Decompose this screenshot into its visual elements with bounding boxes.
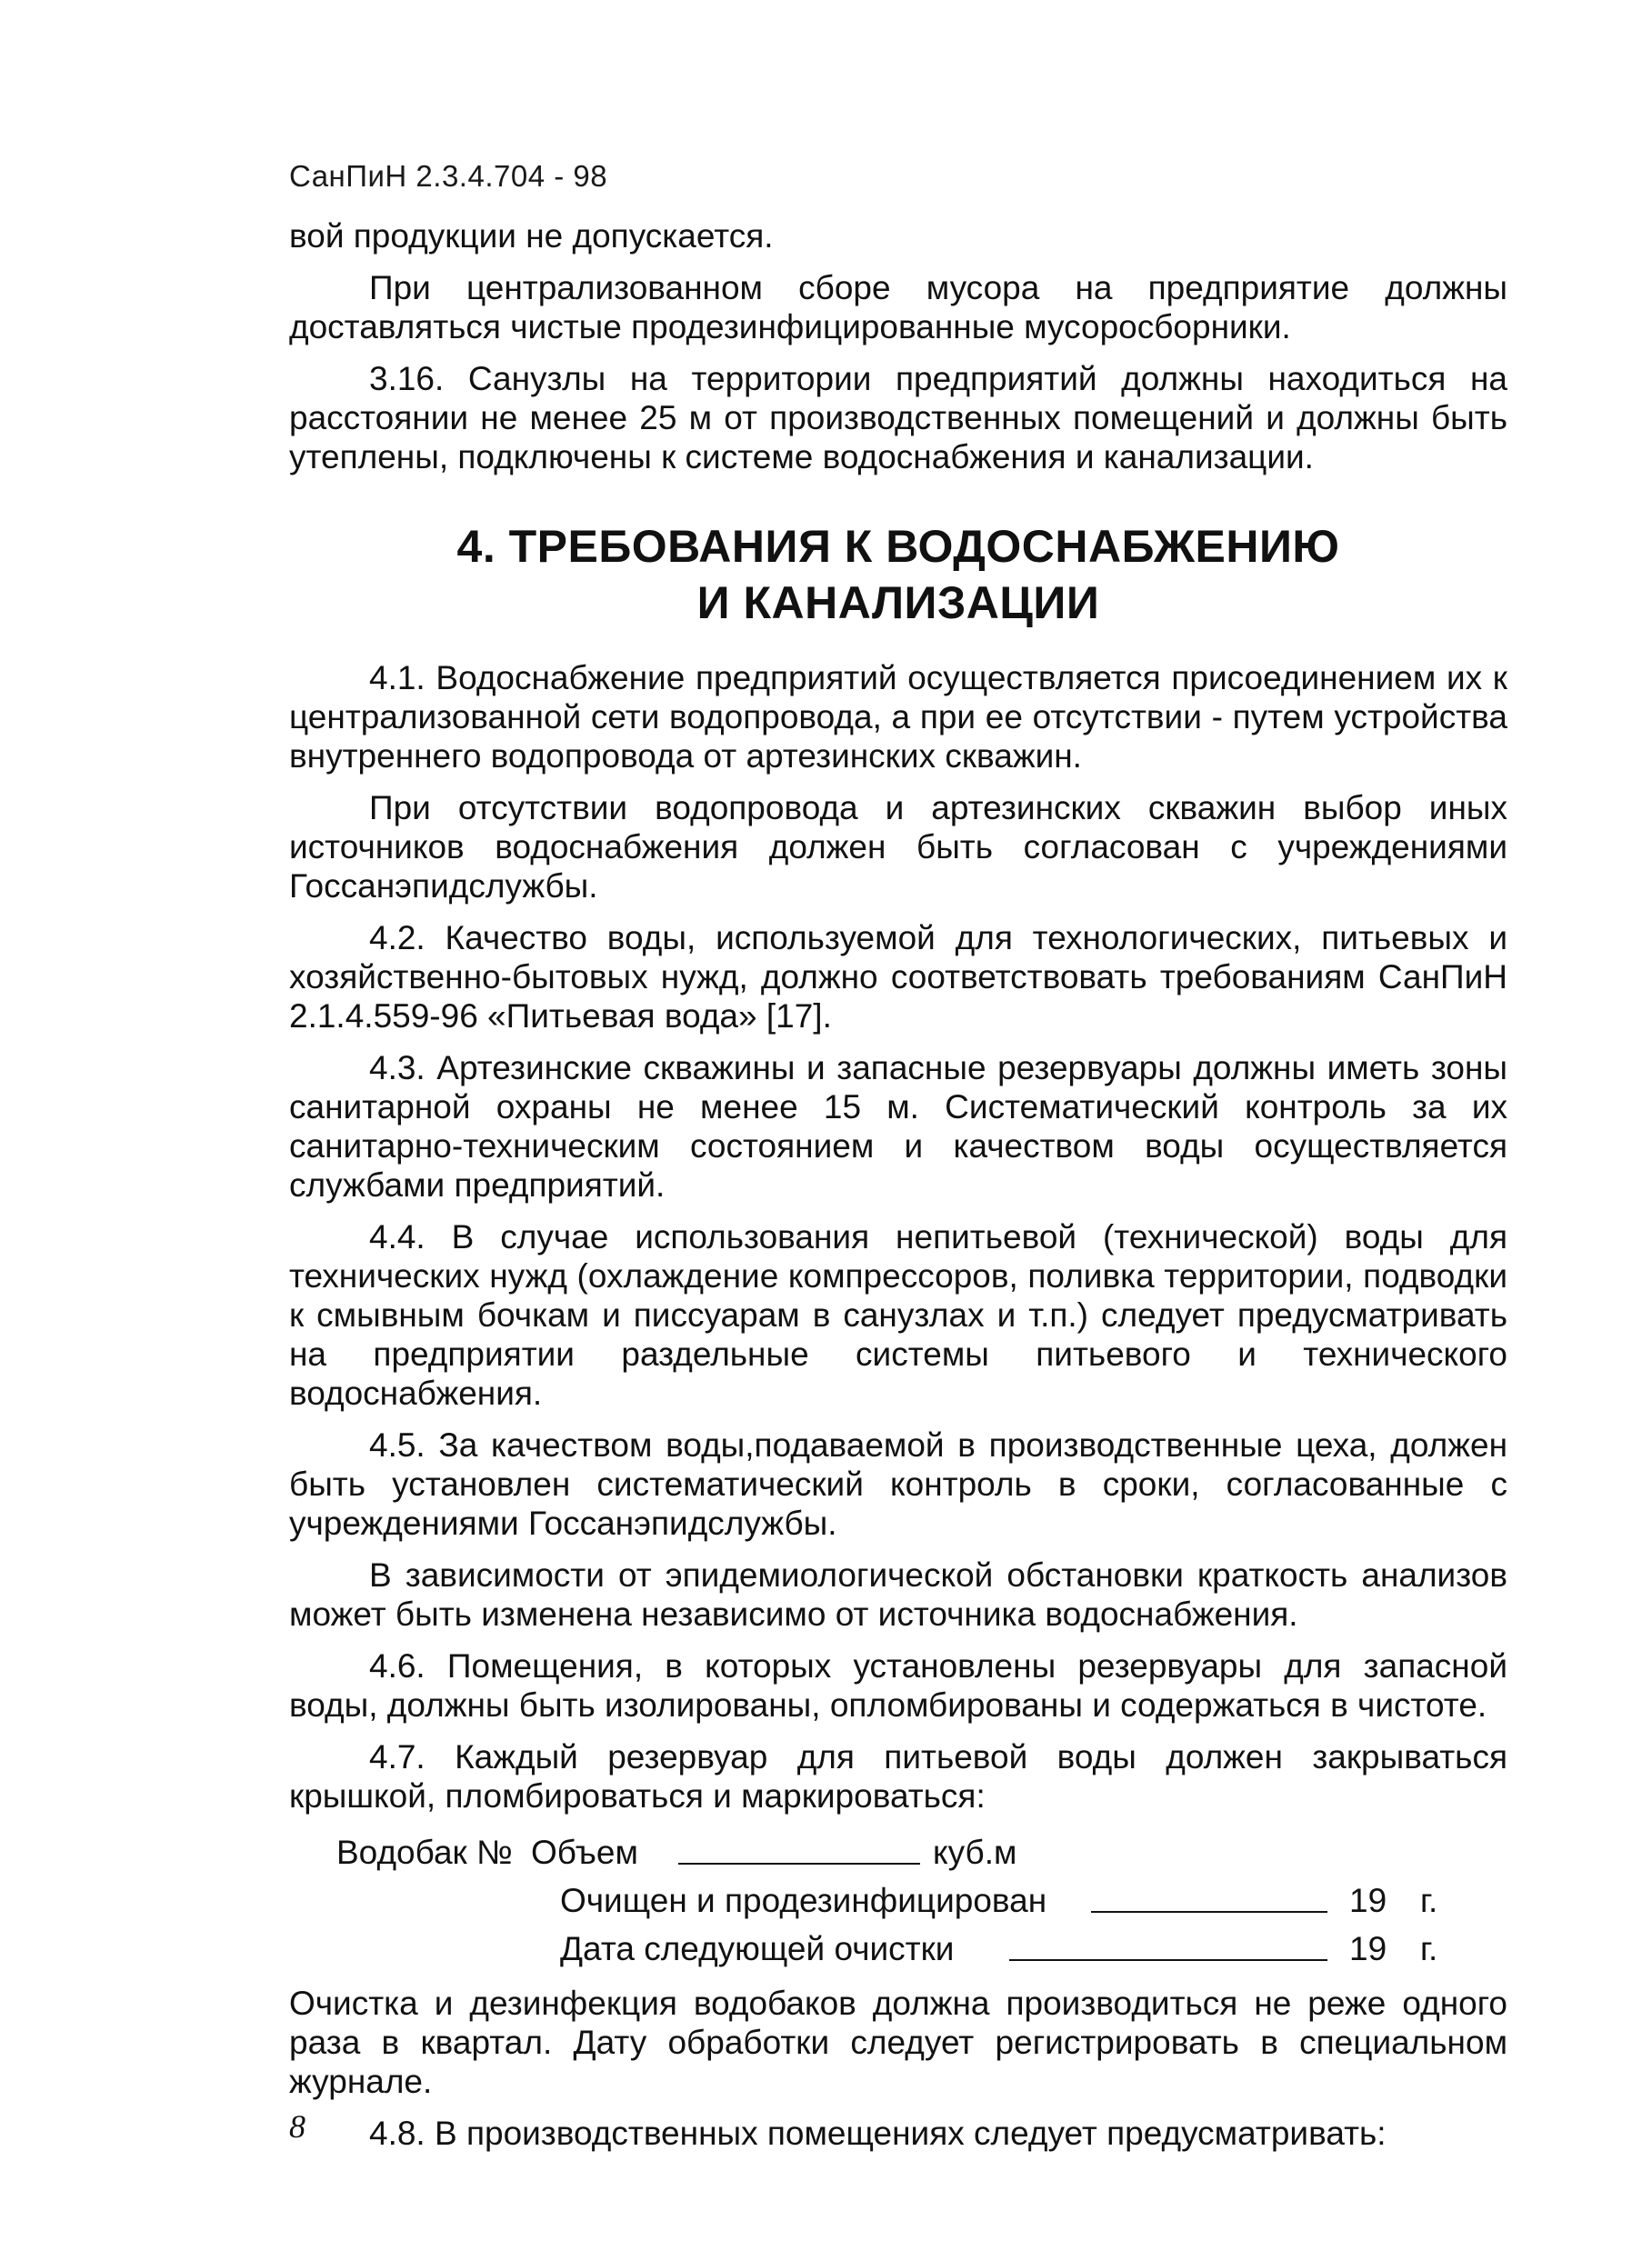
tank-form-row-next [289,1925,1507,1973]
running-head: СанПиН 2.3.4.704 - 98 [289,159,608,193]
volume-blank-line [678,1836,920,1865]
next-date-blank-line [1009,1932,1327,1961]
cleaned-year-prefix: 19 [1349,1882,1387,1919]
paragraph-cleaning: Очистка и дезинфекция водобаков должна производиться не реже одного раза в квартал. Дату обработки следует регистрировать в специальном журнале. [289,1985,1507,2100]
paragraph-4-5: 4.5. За качеством воды,подаваемой в производственные цеха, должен быть установлен систематический контроль в сроки, согласованные с учреждениями Госсанэпидслужбы. [289,1426,1507,1542]
paragraph: При отсутствии водопровода и артезинских скважин выбор иных источников водоснабжения должен быть согласован с учреждениями Госсанэпидслужбы. [289,789,1507,905]
cleaned-label: Очищен и продезинфицирован [560,1882,1047,1919]
cleaned-date-blank-line [1091,1884,1327,1913]
volume-unit: куб.м [933,1834,1017,1871]
body-text [289,216,1507,2166]
section-heading-line-1: 4. ТРЕБОВАНИЯ К ВОДОСНАБЖЕНИЮ [456,521,1340,572]
tank-form-row-volume [289,1828,1507,1876]
cleaned-year-suffix: г. [1420,1882,1438,1919]
paragraph-3-16: 3.16. Санузлы на территории предприятий должны находиться на расстоянии не менее 25 м от производственных помещений и должны быть утеплены, подключены к системе водоснабжения и канализации. [289,360,1507,475]
paragraph-4-8: 4.8. В производственных помещениях следует предусматривать: [369,2115,1387,2152]
next-year-suffix: г. [1420,1930,1438,1967]
tank-number-label: Водобак № [336,1834,513,1871]
page-number: 8 [289,2108,305,2145]
paragraph-4-6: 4.6. Помещения, в которых установлены резервуары для запасной воды, должны быть изолированы, опломбированы и содержаться в чистоте. [289,1647,1507,1724]
section-heading [289,518,1507,631]
tank-label-form [289,1828,1507,1973]
paragraph-4-3: 4.3. Артезинские скважины и запасные резервуары должны иметь зоны санитарной охраны не менее 15 м. Систематический контроль за их санитарно-техническим состоянием и качеством воды осуществляется службами предприятий. [289,1049,1507,1204]
next-cleaning-label: Дата следующей очистки [560,1930,955,1967]
paragraph-4-4: 4.4. В случае использования непитьевой (технической) воды для технических нужд (охлаждение компрессоров, поливка территории, подводки к смывным бочкам и писсуарам в санузлах и т.п.) следует предусматривать на предприятии раздельные системы питьевого и технического водоснабжения. [289,1218,1507,1412]
tank-form-row-cleaned [289,1876,1507,1925]
paragraph-4-1: 4.1. Водоснабжение предприятий осуществляется присоединением их к централизованной сети водопровода, а при ее отсутствии - путем устройства внутреннего водопровода от артезинских скважин. [289,659,1507,775]
paragraph: В зависимости от эпидемиологической обстановки краткость анализов может быть изменена независимо от источника водоснабжения. [289,1556,1507,1633]
paragraph: При централизованном сборе мусора на предприятие должны доставляться чистые продезинфицированные мусоросборники. [289,269,1507,345]
section-heading-line-2: И КАНАЛИЗАЦИИ [696,577,1100,628]
paragraph-4-7: 4.7. Каждый резервуар для питьевой воды должен закрываться крышкой, пломбироваться и маркироваться: [289,1738,1507,1815]
paragraph-4-2: 4.2. Качество воды, используемой для технологических, питьевых и хозяйственно-бытовых нужд, должно соответствовать требованиям СанПиН 2.1.4.559-96 «Питьевая вода» [17]. [289,919,1507,1035]
next-year-prefix: 19 [1349,1930,1387,1967]
volume-label: Объем [531,1834,638,1871]
paragraph-continuation: вой продукции не допускается. [289,217,774,255]
